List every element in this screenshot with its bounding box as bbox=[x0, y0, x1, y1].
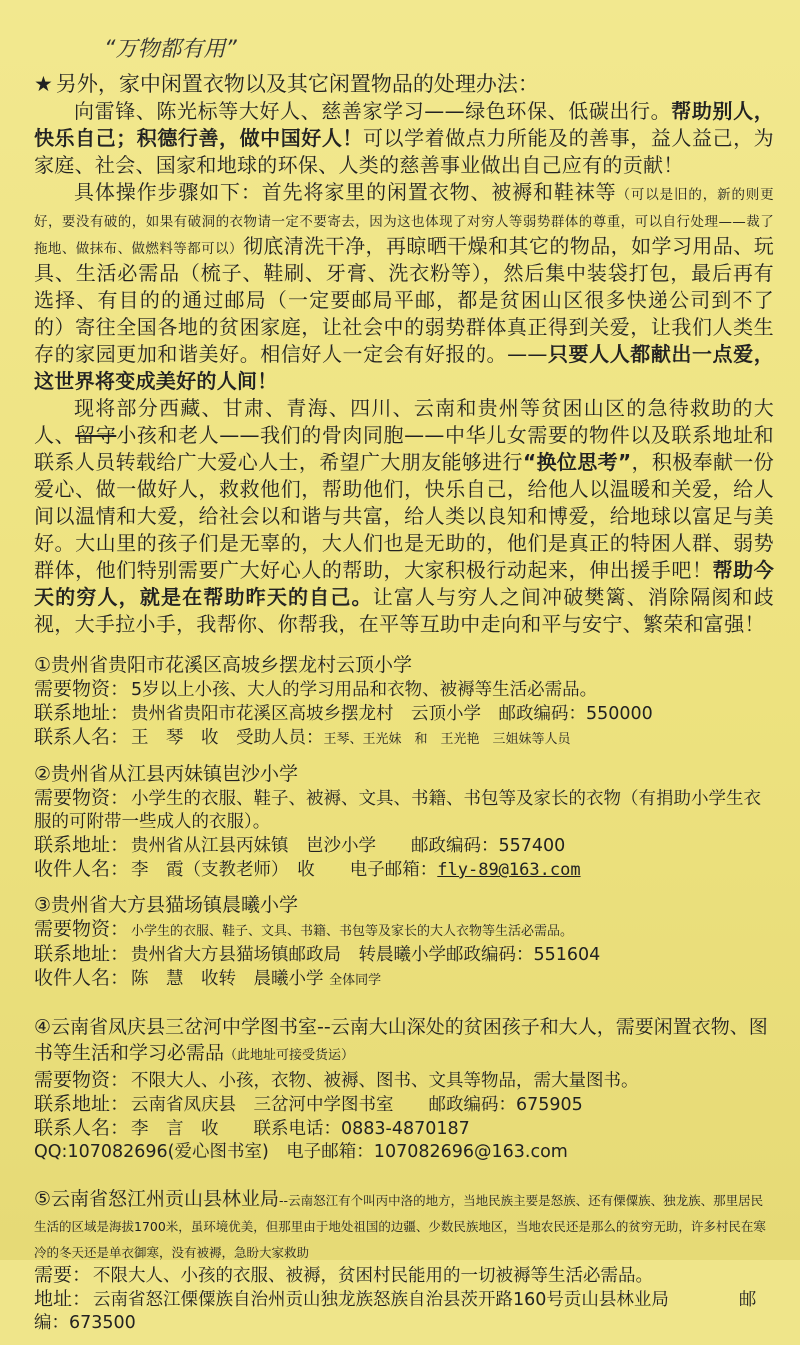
p3-strike-text: 留守 bbox=[75, 423, 117, 447]
needs-value: 5岁以上小孩、大人的学习用品和衣物、被褥等生活必需品。 bbox=[131, 680, 598, 700]
org-description: --云南怒江有个叫丙中洛的地方，当地民族主要是怒族、还有傈僳族、独龙族、那里居民生活的区域是海拔1700米，虽环境优美，但那里由于地处祖国的边疆、少数民族地区，当地农民还是那么的贫穷无助，许多村民在寒冷的冬天还是单衣御寒，没有被褥，急盼大家救助 bbox=[34, 1193, 766, 1260]
intro-paragraph-1 bbox=[34, 98, 774, 179]
address-label: 地址： bbox=[34, 1288, 92, 1310]
organization-4 bbox=[34, 1014, 774, 1164]
star-icon: ★ bbox=[34, 72, 53, 96]
contact-value: 陈 慧 收转 晨曦小学 bbox=[131, 969, 324, 989]
org-contact bbox=[34, 967, 774, 992]
p2-text-b: 彻底清洗干净，再晾晒干燥和其它的物品，如学习用品、玩具、生活必需品（梳子、鞋刷、牙膏、洗衣粉等），然后集中装袋打包，最后再有选择、有目的的通过邮局（一定要邮局平邮，都是贫困山区很多快递公司到不了的）寄往全国各地的贫困家庭，让社会中的弱势群体真正得到关爱，让我们人类生存的家园更加和谐美好。相信好人一定会有好报的。—— bbox=[34, 234, 774, 366]
contact-value: 李 霞（支教老师） 收 电子邮箱： bbox=[131, 860, 438, 880]
p2-text-a: 具体操作步骤如下：首先将家里的闲置衣物、被褥和鞋袜等 bbox=[74, 180, 617, 204]
spacer bbox=[34, 1174, 774, 1186]
org-contact bbox=[34, 858, 774, 882]
org-title: ③贵州省大方县猫场镇晨曦小学 bbox=[34, 894, 299, 916]
contact-small: 全体同学 bbox=[329, 973, 382, 988]
contact-value: 王 琴 收 受助人员： bbox=[131, 728, 324, 748]
org-needs bbox=[34, 918, 774, 943]
address-value: 贵州省贵阳市花溪区高坡乡摆龙村 云顶小学 邮政编码：550000 bbox=[131, 704, 653, 724]
needs-label: 需要物资： bbox=[34, 1069, 130, 1091]
org-needs bbox=[34, 787, 774, 834]
needs-label: 需要物资： bbox=[34, 787, 130, 809]
org-qq: QQ:107082696(爱心图书室) 电子邮箱：107082696@163.com bbox=[34, 1142, 568, 1162]
org-needs bbox=[34, 1069, 774, 1093]
org-address bbox=[34, 943, 774, 967]
organization-list bbox=[34, 652, 774, 1335]
contact-small: 王琴、王光妹 和 王光艳 三姐妹等人员 bbox=[323, 732, 571, 747]
org-address bbox=[34, 702, 774, 726]
organization-5 bbox=[34, 1186, 774, 1335]
p2-bold-text: 只要人人都献出一点爱，这世界将变成美好的人间！ bbox=[34, 342, 774, 393]
contact-label: 收件人名： bbox=[34, 858, 130, 880]
address-value: 云南省凤庆县 三岔河中学图书室 邮政编码：675905 bbox=[131, 1095, 583, 1115]
org-needs bbox=[34, 678, 774, 702]
p1-bold-text: 帮助别人，快乐自己；积德行善，做中国好人！ bbox=[34, 99, 775, 150]
org-address bbox=[34, 1093, 774, 1117]
org-title-text: ④云南省凤庆县三岔河中学图书室--云南大山深处的贫困孩子和大人，需要闲置衣物、图书等生活和学习必需品 bbox=[34, 1016, 768, 1064]
p3-text-c: ，积极奉献一份爱心、做一做好人，救救他们，帮助他们，快乐自己，给他人以温暖和关爱，给人间以温情和大爱，给社会以和谐与共富，给人类以良知和博爱，给地球以富足与美好。大山里的孩子们是无辜的，大人们也是无助的，他们是真正的特困人群、弱势群体，他们特别需要广大好心人的帮助，大家积极行动起来，伸出援手吧！ bbox=[34, 450, 774, 582]
address-value: 贵州省从江县丙妹镇 岜沙小学 邮政编码：557400 bbox=[131, 836, 566, 856]
p3-bold-text-1: “换位思考” bbox=[522, 450, 632, 474]
p3-text-b: 小孩和老人——我们的骨肉同胞——中华儿女需要的物件以及联系地址和联系人员转载给广大爱心人士，希望广大朋友能够进行 bbox=[34, 423, 774, 474]
org-contact bbox=[34, 726, 774, 751]
org-address bbox=[34, 834, 774, 858]
address-label: 联系地址： bbox=[34, 702, 130, 724]
intro-paragraph-3 bbox=[34, 395, 774, 638]
contact-label: 收件人名： bbox=[34, 967, 130, 989]
p3-text-d: 让富人与穷人之间冲破樊篱、消除隔阂和歧视，大手拉小手，我帮你、你帮我，在平等互助中走向和平与安宁、繁荣和富强！ bbox=[34, 585, 774, 636]
needs-label: 需要物资： bbox=[34, 918, 130, 940]
address-label: 联系地址： bbox=[34, 1093, 130, 1115]
address-label: 联系地址： bbox=[34, 943, 130, 965]
p3-text-a: 现将部分西藏、甘肃、青海、四川、云南和贵州等贫困山区的急待救助的大人、 bbox=[34, 396, 774, 447]
organization-1 bbox=[34, 652, 774, 751]
intro-title-text: 另外，家中闲置衣物以及其它闲置物品的处理办法： bbox=[55, 72, 539, 96]
p2-small-text: （可以是旧的，新的则更好，要没有破的，如果有破洞的衣物请一定不要寄去，因为这也体现了对穷人等弱势群体的尊重，可以自行处理——裁了拖地、做抹布、做燃料等都可以） bbox=[34, 187, 774, 257]
p3-bold-text-2: 帮助今天的穷人，就是在帮助昨天的自己。 bbox=[34, 558, 774, 609]
address-value: 云南省怒江傈僳族自治州贡山独龙族怒族自治县茨开路160号贡山县林业局 邮编：673500 bbox=[34, 1290, 757, 1333]
org-address bbox=[34, 1288, 774, 1335]
org-contact bbox=[34, 1117, 774, 1141]
needs-value: 小学生的衣服、鞋子、被褥、文具、书籍、书包等及家长的衣物（有捐助小学生衣服的可附带一些成人的衣服）。 bbox=[34, 789, 762, 832]
org-title bbox=[34, 1186, 774, 1264]
needs-value: 不限大人、小孩，衣物、被褥、图书、文具等物品，需大量图书。 bbox=[131, 1071, 639, 1091]
email-link[interactable]: fly-89@163.com bbox=[437, 860, 581, 880]
contact-value: 李 言 收 联系电话：0883-4870187 bbox=[131, 1119, 470, 1139]
intro-paragraph-2 bbox=[34, 179, 774, 395]
needs-value: 不限大人、小孩的衣服、被褥，贫困村民能用的一切被褥等生活必需品。 bbox=[93, 1266, 654, 1286]
org-title: ②贵州省从江县丙妹镇岜沙小学 bbox=[34, 763, 299, 785]
organization-3 bbox=[34, 892, 774, 992]
org-title bbox=[34, 1014, 774, 1069]
contact-label: 联系人名： bbox=[34, 726, 130, 748]
p1-text: 向雷锋、陈光标等大好人、慈善家学习——绿色环保、低碳出行。 bbox=[74, 99, 672, 123]
needs-label: 需要物资： bbox=[34, 678, 130, 700]
org-title-text: ⑤云南省怒江州贡山县林业局 bbox=[34, 1188, 280, 1210]
org-needs bbox=[34, 1264, 774, 1288]
needs-value: 小学生的衣服、鞋子、文具、书籍、书包等及家长的大人衣物等生活必需品。 bbox=[131, 924, 574, 939]
needs-label: 需要： bbox=[34, 1264, 92, 1286]
spacer bbox=[34, 1002, 774, 1014]
handwritten-heading: “万物都有用” bbox=[104, 37, 237, 62]
contact-label: 联系人名： bbox=[34, 1117, 130, 1139]
org-title-note: （此地址可接受货运） bbox=[224, 1048, 355, 1063]
address-label: 联系地址： bbox=[34, 834, 130, 856]
document-content bbox=[34, 32, 774, 1345]
intro-title bbox=[34, 71, 774, 98]
organization-2 bbox=[34, 761, 774, 882]
org-title: ①贵州省贵阳市花溪区高坡乡摆龙村云顶小学 bbox=[34, 654, 413, 676]
p1-rest-text: 可以学着做点力所能及的善事，益人益己，为家庭、社会、国家和地球的环保、人类的慈善事业做出自己应有的贡献！ bbox=[34, 126, 774, 177]
address-value: 贵州省大方县猫场镇邮政局 转晨曦小学邮政编码：551604 bbox=[131, 945, 601, 965]
